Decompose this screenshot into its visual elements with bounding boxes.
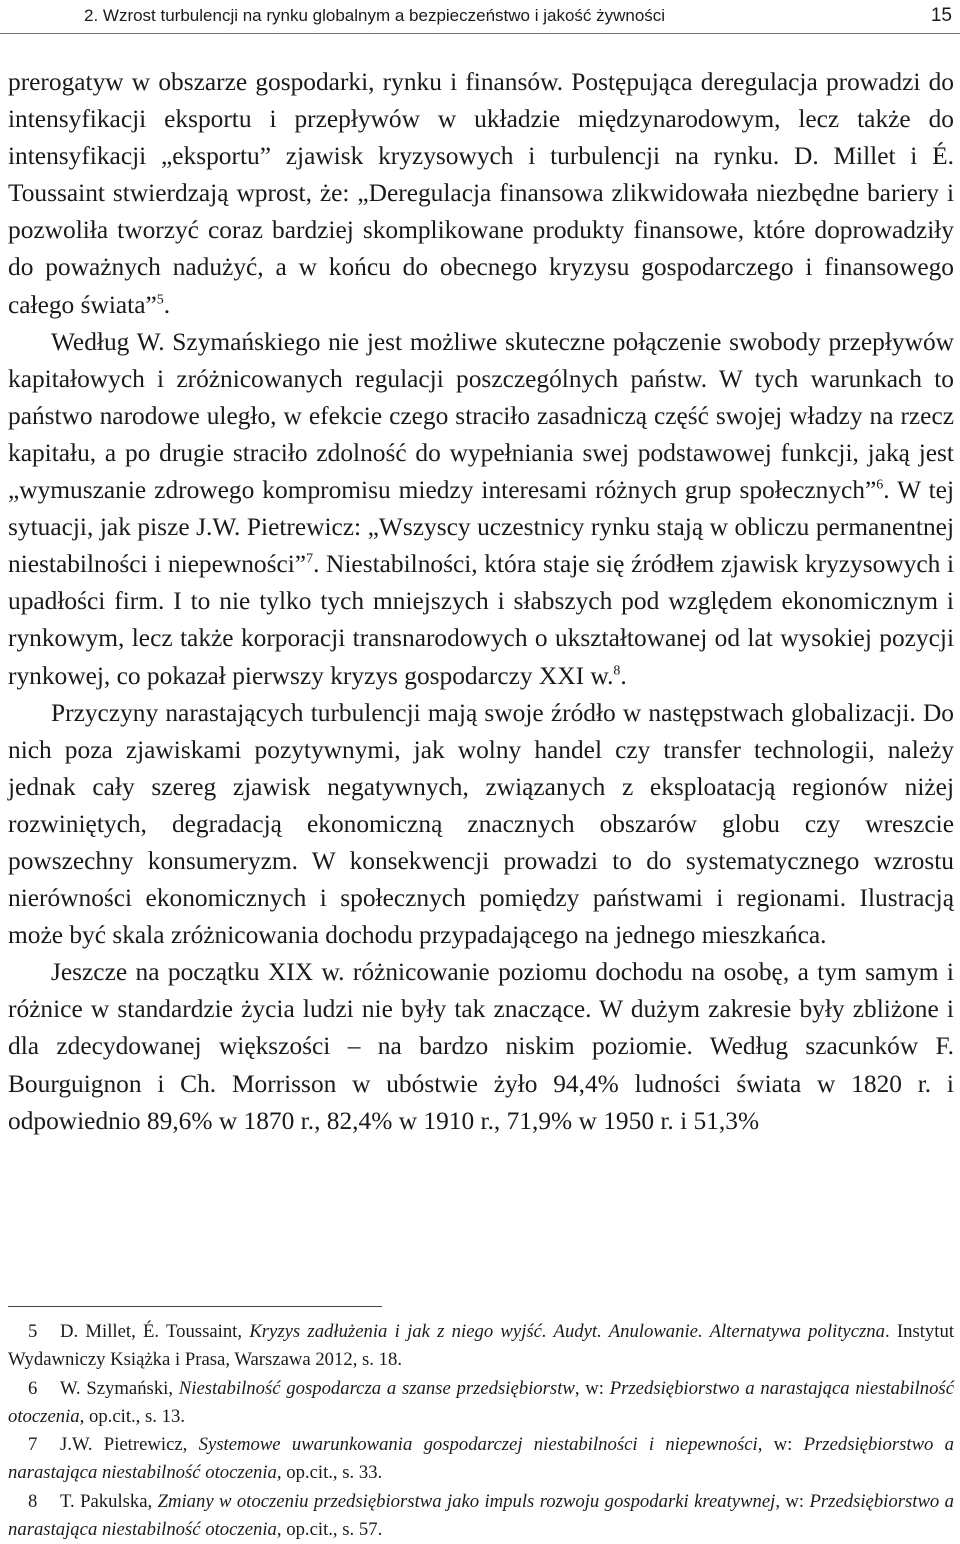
text-run: Przyczyny narastających turbulencji mają swoje źródło w następstwach globalizacji. Do nich poza zjawiskami pozytywnymi, jak wolny handel czy transfer technologii, należy jednak cały szereg zjawisk negatywnych, związanych z eksploatacją regionów niżej rozwiniętych, degradacją ekonomiczną znacznych obszarów globu czy wreszcie powszechny konsumeryzm. W konsekwencji prowadzi to do systematycznego wzrostu nierówności ekonomicznych i społecznych pomiędzy państwami i regionami. Ilustracją może być skala zróżnicowania dochodu przypadającego na jednego mieszkańca. <box>8 698 954 950</box>
footnote <box>8 1318 954 1375</box>
text-run: W. Szymański, <box>60 1377 179 1399</box>
text-run: Jeszcze na początku XIX w. różnicowanie poziomu dochodu na osobę, a tym samym i różnice w standardzie życia ludzi nie były tak znaczące. W dużym zakresie były zbliżone i dla zdecydowanej większości – na bardzo niskim poziomie. Według szacunków F. Bourguignon i Ch. Morrisson w ubóstwie żyło 94,4% ludności świata w 1820 r. i odpowiednio 89,6% w 1870 r., 82,4% w 1910 r., 71,9% w 1950 r. i 51,3% <box>8 958 954 1135</box>
text-run: . <box>620 661 627 690</box>
footnote-reference: 8 <box>613 663 621 679</box>
text-run: D. Millet, É. Toussaint, <box>60 1321 250 1342</box>
text-run: prerogatyw w obszarze gospodarki, rynku i finansów. Postępująca deregulacja prowadzi do intensyfikacji eksportu i przepływów w układzie międzynarodowym, lecz także do intensyfikacji „eksportu” zjawisk kryzysowych i turbulencji na rynku. D. Millet i É. Toussaint stwierdzają wprost, że: „Deregulacja finansowa zlikwidowała niezbędne bariery i pozwoliła tworzyć coraz bardziej skomplikowane produkty finansowe, które doprowadziły do poważnych nadużyć, a w końcu do obecnego kryzysu gospodarczego i finansowego całego świata” <box>8 68 954 319</box>
text-run: , op.cit., s. 57. <box>276 1519 383 1541</box>
italic-title: Przedsiębiorstwo a narastająca niestabilność otoczenia <box>8 1434 954 1484</box>
footnote-number: 5 <box>28 1321 38 1342</box>
text-run: . W tej sytuacji, jak pisze J.W. Pietrewicz: „Wszyscy uczestnicy rynku stają w obliczu permanentnej niestabilności i niepewności” <box>8 476 954 579</box>
text-run: , op.cit., s. 33. <box>276 1462 383 1484</box>
text-run: . <box>163 290 171 319</box>
footnote <box>8 1488 954 1544</box>
text-run: , w: <box>757 1434 804 1456</box>
text-run: , op.cit., s. 13. <box>79 1405 185 1427</box>
text-run: J.W. Pietrewicz, <box>60 1434 199 1456</box>
paragraph <box>8 954 954 1139</box>
body-text <box>8 64 954 1140</box>
text-run: Według W. Szymańskiego nie jest możliwe skuteczne połączenie swobody przepływów kapitałowych i zróżnicowanych regulacji poszczególnych państw. W tych warunkach to państwo narodowe uległo, w efekcie czego straciło zasadniczą część swojej władzy na rzecz kapitału, a po drugie straciło zdolność do wypełniania swej podstawowej funkcji, jaką jest „wymuszanie zdrowego kompromisu miedzy interesami różnych grup społecznych” <box>8 327 954 505</box>
header-rule <box>0 33 960 34</box>
text-run: , w: <box>775 1490 810 1512</box>
running-header <box>0 0 960 34</box>
text-run: , w: <box>574 1377 610 1399</box>
footnote-reference: 5 <box>156 292 164 308</box>
footnote-reference: 7 <box>306 551 314 567</box>
footnote-number: 7 <box>28 1434 38 1456</box>
paragraph <box>8 64 954 324</box>
header-title: 2. Wzrost turbulencji na rynku globalnym a bezpieczeństwo i jakość żywności <box>84 6 666 25</box>
italic-title: Systemowe uwarunkowania gospodarczej niestabilności i niepewności <box>198 1434 758 1456</box>
text-run: T. Pakulska, <box>60 1490 158 1512</box>
text-run: . Niestabilności, która staje się źródłem zjawisk kryzysowych i upadłości firm. I to nie tylko tych mniejszych i słabszych pod względem ekonomicznym i rynkowym, lecz także korporacji transnarodowych o ukształtowanej od lat wysokiej pozycji rynkowej, co pokazał pierwszy kryzys gospodarczy XXI w. <box>8 550 954 690</box>
footnote <box>8 1431 954 1488</box>
italic-title: Przedsiębiorstwo a narastająca niestabilność otoczenia <box>8 1377 954 1427</box>
italic-title: Zmiany w otoczeniu przedsiębiorstwa jako impuls rozwoju gospodarki kreatywnej <box>157 1490 776 1512</box>
italic-title: Niestabilność gospodarcza a szanse przedsiębiorstw <box>178 1377 575 1399</box>
italic-title: Przedsiębiorstwo a narastająca niestabilność otoczenia <box>8 1490 954 1541</box>
footnote <box>8 1375 954 1432</box>
footnote-reference: 6 <box>876 477 884 493</box>
footnote-number: 6 <box>28 1377 38 1399</box>
paragraph <box>8 695 954 955</box>
footnotes <box>8 1318 954 1544</box>
paragraph <box>8 324 954 695</box>
italic-title: Kryzys zadłużenia i jak z niego wyjść. Audyt. Anulowanie. Alternatywa polityczna <box>249 1321 885 1342</box>
page-number: 15 <box>930 5 952 26</box>
footnote-number: 8 <box>28 1490 38 1512</box>
footnote-separator <box>8 1306 382 1307</box>
text-run: . Instytut Wydawniczy Książka i Prasa, Warszawa 2012, s. 18. <box>8 1321 955 1371</box>
